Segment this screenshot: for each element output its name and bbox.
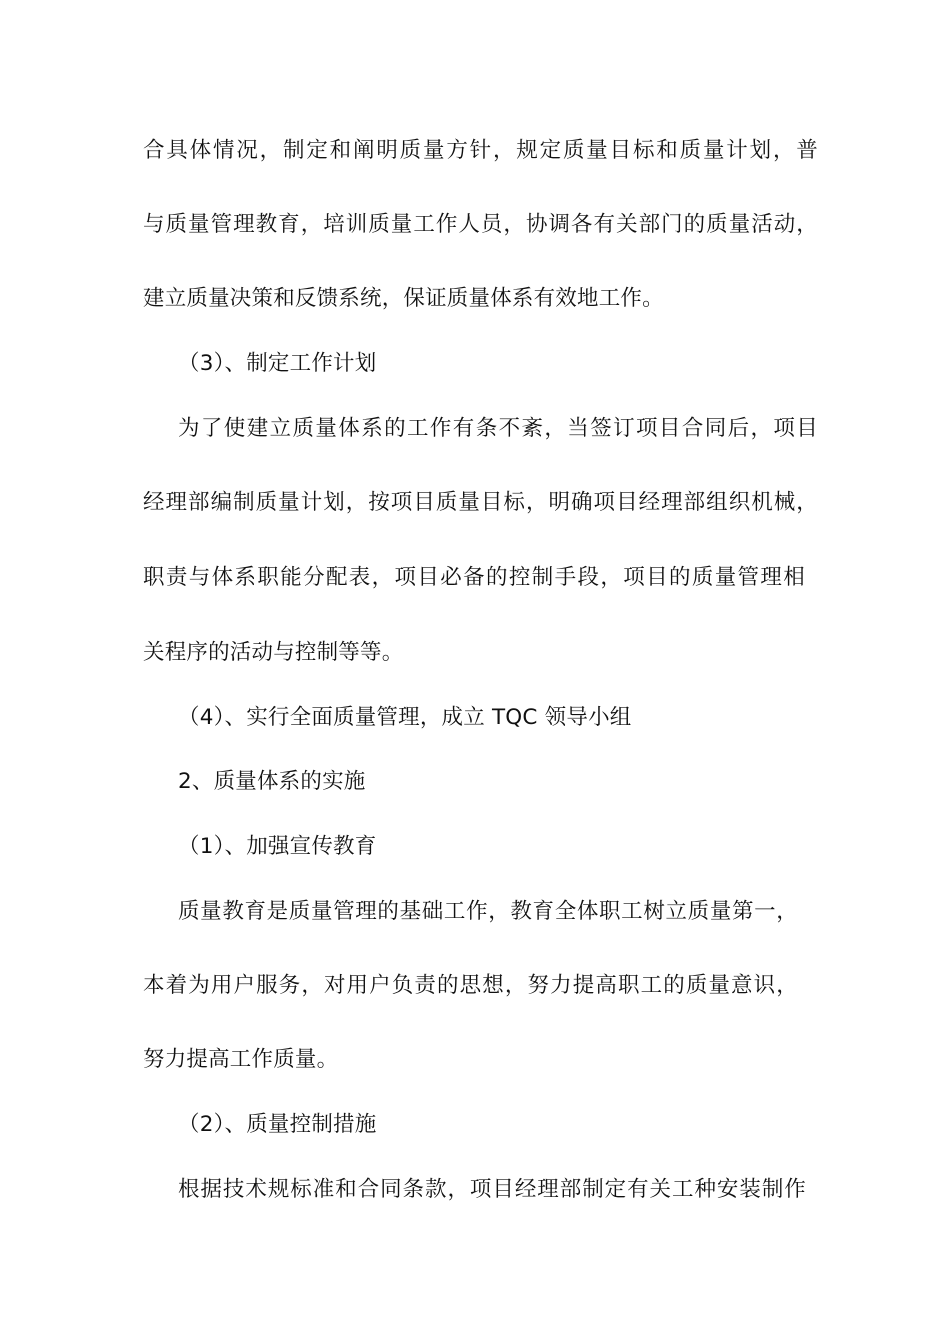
section-heading: （2）、质量控制措施 — [178, 1112, 377, 1137]
section-heading: 2、质量体系的实施 — [178, 769, 366, 794]
paragraph-line: 经理部编制质量计划，按项目质量目标，明确项目经理部组织机械， — [143, 490, 818, 515]
paragraph-line: 为了使建立质量体系的工作有条不紊，当签订项目合同后，项目 — [178, 416, 818, 441]
paragraph-line: 根据技术规标准和合同条款，项目经理部制定有关工种安装制作 — [178, 1177, 806, 1202]
paragraph-line: 努力提高工作质量。 — [143, 1047, 339, 1072]
section-heading: （3）、制定工作计划 — [178, 351, 377, 376]
section-heading: （1）、加强宣传教育 — [178, 834, 377, 859]
paragraph-line: 质量教育是质量管理的基础工作，教育全体职工树立质量第一， — [178, 899, 798, 924]
paragraph-line: 职责与体系职能分配表，项目必备的控制手段，项目的质量管理相 — [143, 565, 805, 590]
paragraph-line: 关程序的活动与控制等等。 — [143, 640, 404, 665]
paragraph-line: 与质量管理教育，培训质量工作人员，协调各有关部门的质量活动， — [143, 212, 818, 237]
section-heading: （4）、实行全面质量管理，成立 TQC 领导小组 — [178, 705, 632, 730]
paragraph-line: 本着为用户服务，对用户负责的思想，努力提高职工的质量意识， — [143, 973, 798, 998]
paragraph-line: 合具体情况，制定和阐明质量方针，规定质量目标和质量计划，普 — [143, 138, 818, 163]
paragraph-line: 建立质量决策和反馈系统，保证质量体系有效地工作。 — [143, 286, 664, 311]
